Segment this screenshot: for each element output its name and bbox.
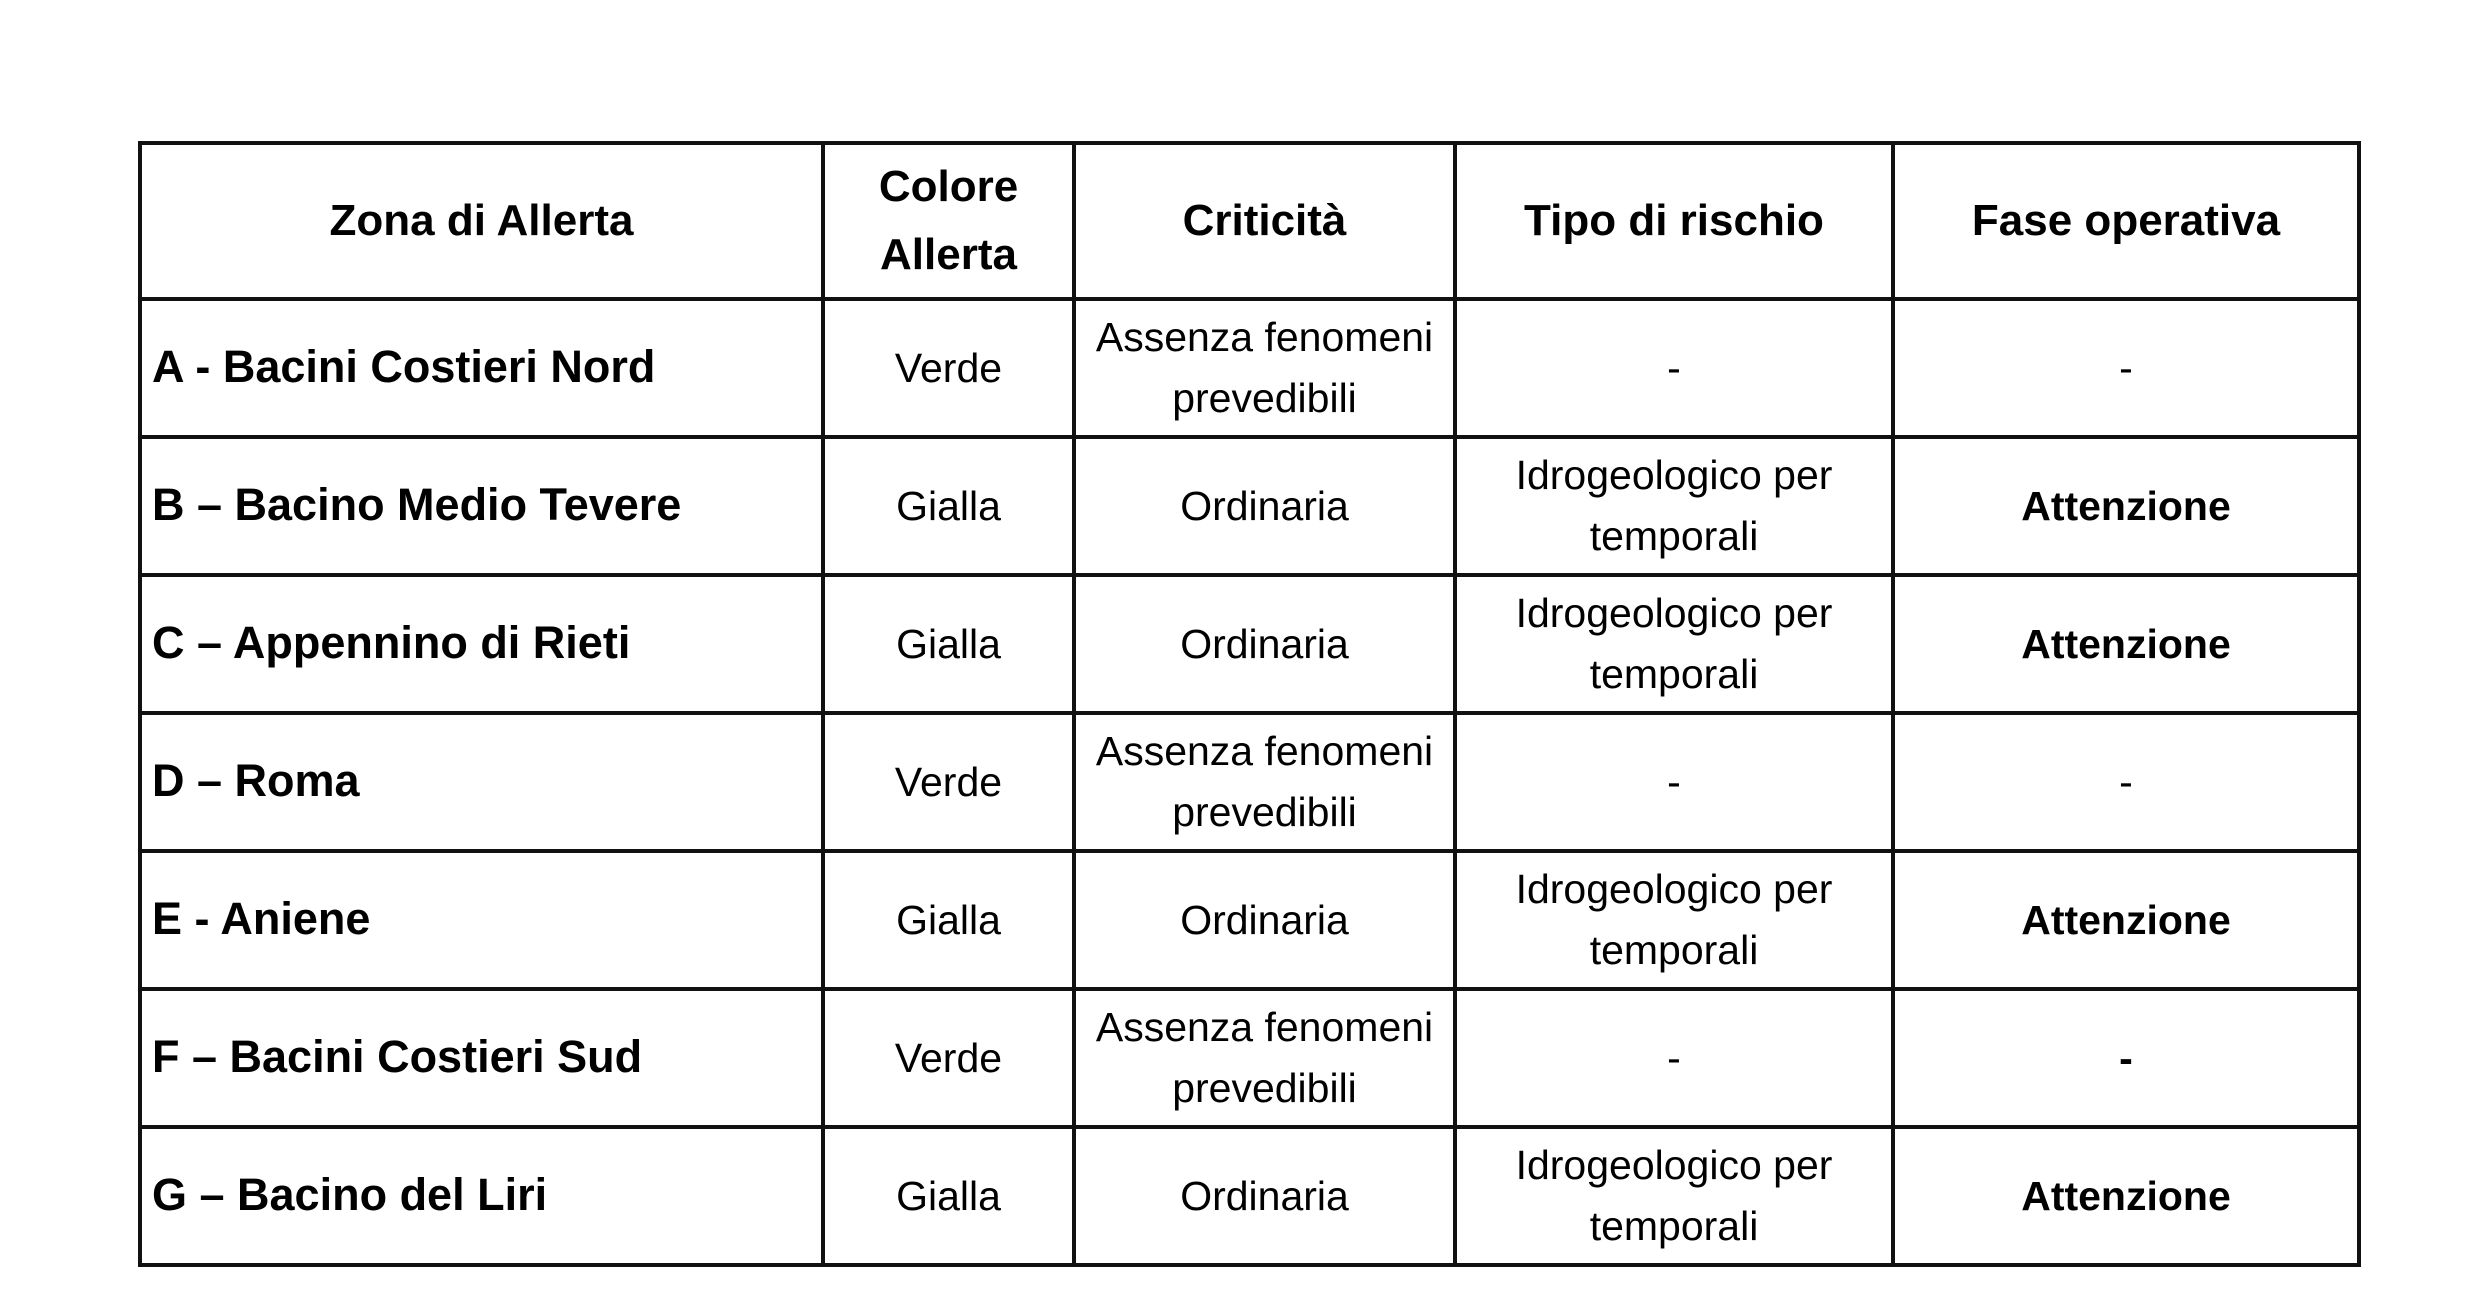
cell-criticita: Ordinaria [1074, 851, 1455, 989]
cell-colore: Gialla [823, 1127, 1074, 1265]
cell-criticita: Ordinaria [1074, 1127, 1455, 1265]
cell-zona: F – Bacini Costieri Sud [140, 989, 823, 1127]
cell-colore: Gialla [823, 851, 1074, 989]
header-zona: Zona di Allerta [140, 143, 823, 299]
cell-criticita: Ordinaria [1074, 437, 1455, 575]
cell-zona: A - Bacini Costieri Nord [140, 299, 823, 437]
cell-colore: Verde [823, 713, 1074, 851]
cell-colore: Gialla [823, 437, 1074, 575]
table-header-row [140, 143, 2359, 299]
cell-zona: D – Roma [140, 713, 823, 851]
cell-fase: Attenzione [1893, 851, 2359, 989]
cell-fase: Attenzione [1893, 575, 2359, 713]
cell-rischio: - [1455, 299, 1893, 437]
cell-rischio: - [1455, 713, 1893, 851]
cell-criticita: Ordinaria [1074, 575, 1455, 713]
cell-colore: Verde [823, 989, 1074, 1127]
table-row [140, 1127, 2359, 1265]
header-rischio: Tipo di rischio [1455, 143, 1893, 299]
cell-rischio: - [1455, 989, 1893, 1127]
cell-criticita: Assenza fenomeni prevedibili [1074, 713, 1455, 851]
cell-rischio: Idrogeologico per temporali [1455, 575, 1893, 713]
cell-fase: Attenzione [1893, 437, 2359, 575]
cell-fase: - [1893, 989, 2359, 1127]
table-row [140, 299, 2359, 437]
cell-colore: Verde [823, 299, 1074, 437]
table-row [140, 989, 2359, 1127]
cell-fase: - [1893, 713, 2359, 851]
cell-rischio: Idrogeologico per temporali [1455, 1127, 1893, 1265]
cell-criticita: Assenza fenomeni prevedibili [1074, 299, 1455, 437]
cell-zona: C – Appennino di Rieti [140, 575, 823, 713]
header-criticita: Criticità [1074, 143, 1455, 299]
table-row [140, 713, 2359, 851]
table-row [140, 575, 2359, 713]
alert-table [138, 141, 2361, 1267]
cell-zona: E - Aniene [140, 851, 823, 989]
header-colore: Colore Allerta [823, 143, 1074, 299]
cell-zona: G – Bacino del Liri [140, 1127, 823, 1265]
table-row [140, 437, 2359, 575]
cell-rischio: Idrogeologico per temporali [1455, 851, 1893, 989]
table-row [140, 851, 2359, 989]
cell-colore: Gialla [823, 575, 1074, 713]
cell-zona: B – Bacino Medio Tevere [140, 437, 823, 575]
cell-fase: - [1893, 299, 2359, 437]
header-fase: Fase operativa [1893, 143, 2359, 299]
cell-rischio: Idrogeologico per temporali [1455, 437, 1893, 575]
cell-criticita: Assenza fenomeni prevedibili [1074, 989, 1455, 1127]
cell-fase: Attenzione [1893, 1127, 2359, 1265]
